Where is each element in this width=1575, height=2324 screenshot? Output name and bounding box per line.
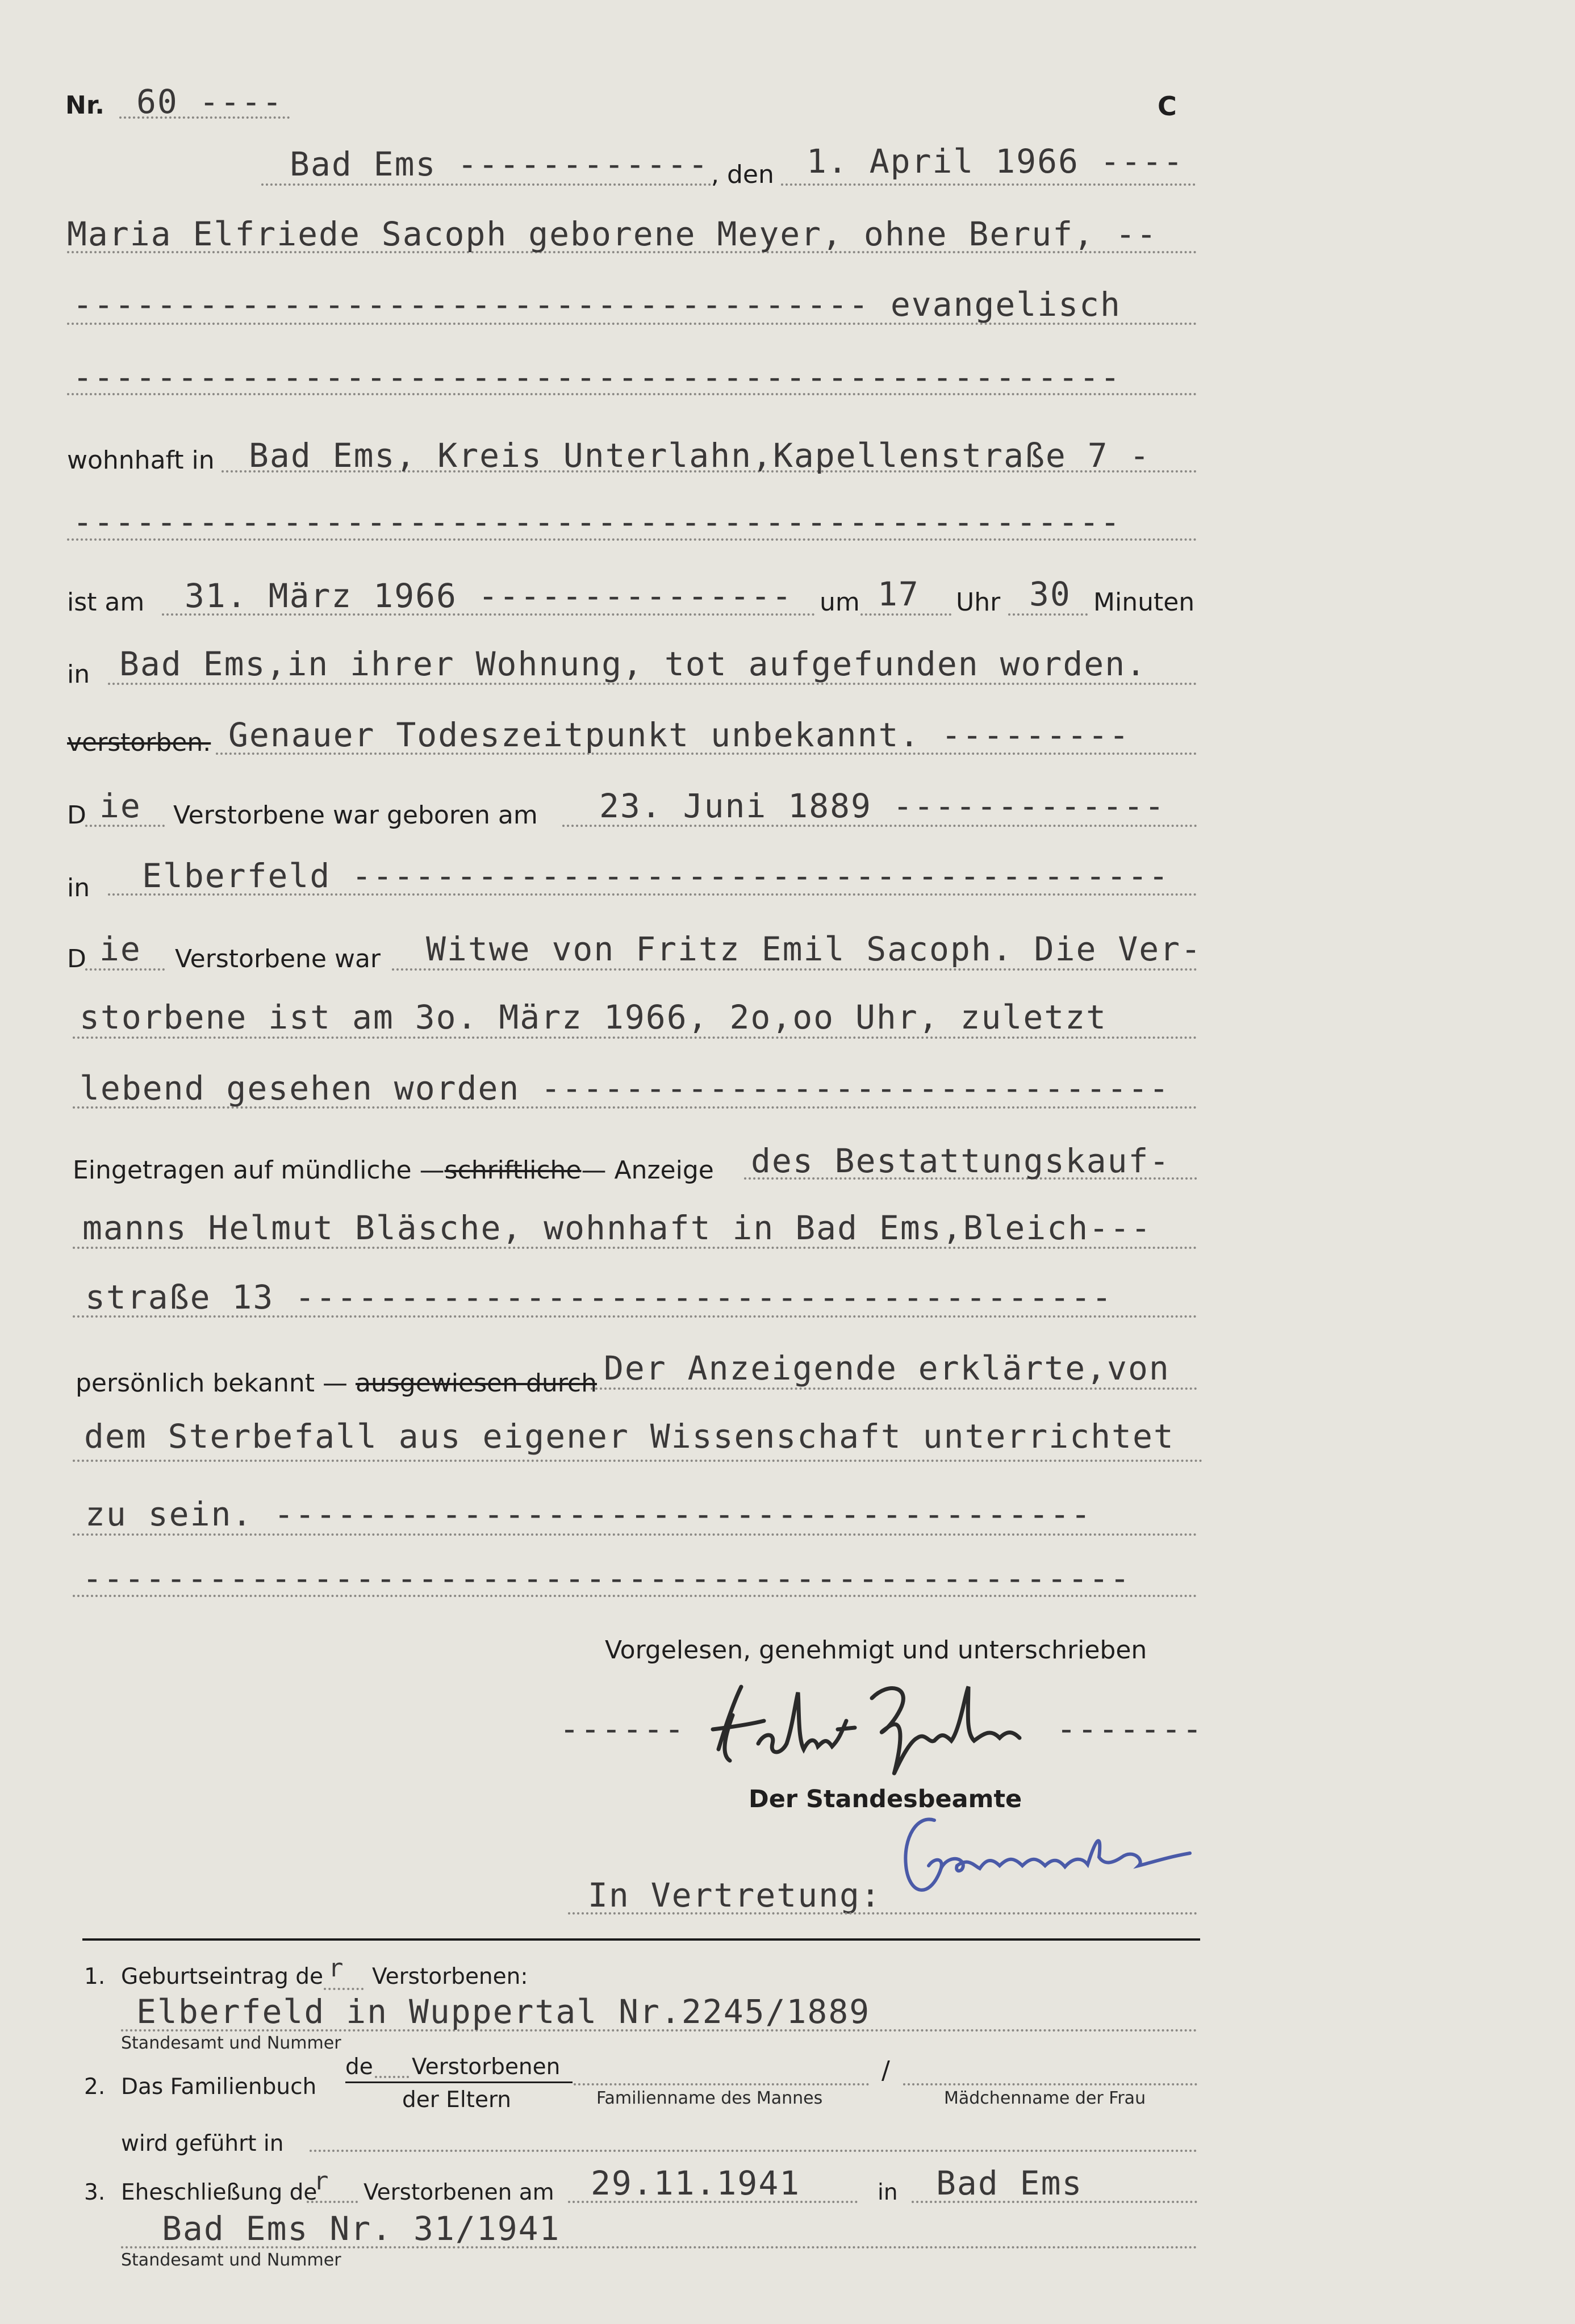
name-slash: /: [882, 2056, 890, 2085]
residence-line-2: --------------------------------------------------: [73, 503, 1121, 541]
verstorbenen-option: Verstorbenen: [412, 2054, 561, 2080]
birth-entry-label: Geburtseintrag de: [121, 1964, 324, 1989]
marriage-date: 29.11.1941: [591, 2164, 801, 2202]
kept-in-label: wird geführt in: [121, 2131, 284, 2156]
hour-dotted-line: [860, 613, 951, 616]
identity-label-part1: persönlich bekannt —: [76, 1369, 348, 1398]
den-label: , den: [711, 160, 774, 189]
birth-date: 23. Juni 1889 -------------: [599, 787, 1165, 825]
registration-label-struck: schriftliche: [444, 1156, 582, 1185]
identity-dotted-line-3: [73, 1533, 1197, 1536]
uhr-label: Uhr: [956, 588, 1001, 617]
identity-line-3: zu sein. ---------------------------------------: [85, 1495, 1092, 1533]
marital-pronoun-dotted-line: [85, 968, 165, 971]
residence-label: wohnhaft in: [67, 446, 215, 475]
death-note-line: Genauer Todeszeitpunkt unbekannt. ---------: [228, 716, 1130, 754]
marriage-r: r: [314, 2167, 330, 2196]
registry-caption: Standesamt und Nummer: [121, 2033, 341, 2053]
death-place-in-label: in: [67, 660, 90, 689]
footnote-3-number: 3.: [84, 2180, 106, 2205]
signature-dashes-right: -------: [1056, 1709, 1204, 1748]
de-dotted-line: [375, 2076, 409, 2078]
death-hour: 17: [878, 575, 920, 613]
birth-pronoun: ie: [99, 787, 141, 825]
wife-name-dotted-line: [903, 2083, 1197, 2085]
birth-place: Elberfeld ---------------------------------------: [142, 856, 1170, 895]
verstorben-label: [67, 728, 211, 757]
official-title: Der Standesbeamte: [749, 1785, 1022, 1813]
birth-entry-r-dotted-line: [324, 1988, 364, 1990]
identity-line-4: --------------------------------------------------: [82, 1559, 1131, 1598]
birth-entry-r: r: [328, 1954, 345, 1983]
marital-pronoun: ie: [99, 930, 141, 968]
footnote-1-number: 1.: [84, 1964, 106, 1989]
person-line-3: --------------------------------------------------: [73, 358, 1121, 396]
deputy-dotted-line: [568, 1912, 1197, 1915]
identity-line-2: dem Sterbefall aus eigener Wissenschaft unterrichtet: [84, 1417, 1175, 1456]
registration-label-part1: Eingetragen auf mündliche —: [73, 1156, 445, 1185]
birth-entry-label-2: Verstorbenen:: [372, 1964, 528, 1989]
husband-name-caption: Familienname des Mannes: [596, 2088, 823, 2108]
eltern-option: der Eltern: [402, 2087, 512, 2113]
birth-entry-value: Elberfeld in Wuppertal Nr.2245/1889: [136, 1992, 871, 2031]
marital-dotted-line-2: [73, 1036, 1197, 1039]
family-book-label: Das Familienbuch: [121, 2074, 317, 2100]
form-letter: C: [1158, 91, 1177, 122]
residence-line-1: Bad Ems, Kreis Unterlahn,Kapellenstraße 7 -: [249, 436, 1151, 475]
marital-dotted-line-1: [392, 968, 1197, 971]
identity-dotted-line-2: [73, 1460, 1203, 1462]
marital-line-3: lebend gesehen worden ------------------------------: [80, 1069, 1170, 1107]
marriage-registry: Bad Ems Nr. 31/1941: [162, 2209, 561, 2248]
birth-d-label: D: [67, 801, 86, 830]
person-line-1: Maria Elfriede Sacoph geborene Meyer, ohne Beruf, --: [67, 215, 1158, 253]
marital-label: Verstorbene war: [175, 944, 381, 973]
death-date-label: ist am: [67, 588, 145, 617]
verstorben-struck-label: verstorben.: [67, 728, 211, 757]
minuten-label: Minuten: [1093, 588, 1195, 617]
registration-line-1: des Bestattungskauf-: [751, 1142, 1171, 1180]
identity-label: [76, 1369, 597, 1398]
identity-label-struck: ausgewiesen durch: [356, 1369, 597, 1398]
identity-line-1: Der Anzeigende erklärte,von: [604, 1349, 1170, 1387]
death-minutes: 30: [1029, 575, 1071, 613]
registration-line-3: straße 13 ---------------------------------------: [85, 1278, 1113, 1316]
closing-statement: Vorgelesen, genehmigt und unterschrieben: [605, 1636, 1147, 1665]
deputy-signature: [895, 1803, 1201, 1911]
marital-line-2: storbene ist am 3o. März 1966, 2o,oo Uhr, zuletzt: [80, 998, 1108, 1036]
registry-caption-2: Standesamt und Nummer: [121, 2250, 341, 2270]
registrar-signature: [701, 1675, 1065, 1783]
birth-label: Verstorbene war geboren am: [173, 801, 538, 830]
marriage-place: Bad Ems: [936, 2164, 1083, 2202]
de-label: de: [345, 2054, 373, 2080]
marriage-r-dotted-line: [307, 2201, 358, 2203]
registration-label-part2: — Anzeige: [581, 1156, 714, 1185]
marriage-label-2: Verstorbenen am: [364, 2180, 554, 2205]
husband-name-dotted-line: [574, 2083, 869, 2085]
nr-label: Nr.: [65, 91, 105, 120]
identity-dotted-line-1: [591, 1387, 1197, 1390]
fraction-line: [345, 2081, 573, 2083]
birth-place-in-label: in: [67, 873, 90, 902]
minutes-dotted-line: [1008, 613, 1088, 616]
marital-line-1: Witwe von Fritz Emil Sacoph. Die Ver-: [426, 930, 1202, 968]
death-date-value: 31. März 1966 ---------------: [185, 576, 793, 615]
place-value: Bad Ems ------------: [290, 145, 709, 183]
person-line-2: -------------------------------------- evangelisch: [73, 285, 1121, 324]
date-dotted-line: [781, 183, 1196, 186]
date-value: 1. April 1966 ----: [807, 142, 1184, 181]
wife-name-caption: Mädchenname der Frau: [944, 2088, 1146, 2108]
registration-label: [73, 1156, 714, 1185]
deputy-label: In Vertretung:: [588, 1876, 882, 1915]
footnote-separator: [82, 1938, 1200, 1941]
kept-in-dotted-line: [310, 2150, 1197, 2152]
marital-d-label: D: [67, 944, 86, 973]
death-place-line: Bad Ems,in ihrer Wohnung, tot aufgefunden worden.: [119, 645, 1147, 683]
marriage-label: Eheschließung de: [121, 2180, 317, 2205]
um-label: um: [820, 588, 860, 617]
place-dotted-line: [261, 183, 716, 186]
nr-value: 60 ----: [136, 82, 283, 121]
marriage-in-label: in: [878, 2180, 898, 2205]
signature-dashes-left: ------: [559, 1709, 686, 1748]
footnote-2-number: 2.: [84, 2074, 106, 2100]
registration-line-2: manns Helmut Bläsche, wohnhaft in Bad Ems,Bleich---: [82, 1209, 1152, 1247]
